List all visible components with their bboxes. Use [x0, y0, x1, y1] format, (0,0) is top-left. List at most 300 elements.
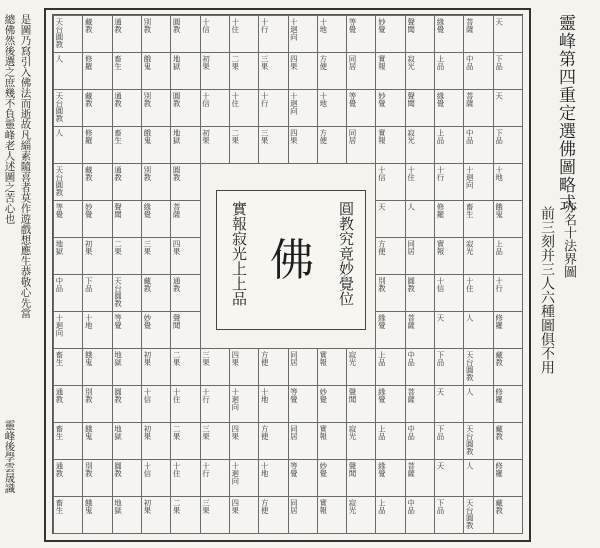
grid-cell [229, 385, 259, 423]
grid-cell-text: 上品 [435, 129, 445, 144]
grid-cell-text: 上品 [377, 499, 387, 514]
grid-cell-text: 十住 [172, 388, 182, 403]
grid-cell-text: 上品 [494, 240, 504, 255]
grid-cell-text: 通教 [54, 462, 64, 477]
grid-cell [112, 274, 142, 312]
grid-cell-text: 天台圓教 [54, 18, 64, 48]
grid-cell-text: 畜生 [113, 129, 123, 144]
grid-cell [82, 274, 112, 312]
grid-cell [288, 52, 318, 90]
grid-cell [375, 422, 405, 460]
grid-cell [288, 15, 318, 53]
grid-cell-text: 緣覺 [435, 18, 445, 33]
grid-cell-text: 天 [494, 92, 504, 100]
center-right-label: 圓教究竟妙覺位 [337, 201, 355, 306]
grid-cell-text: 畜生 [465, 203, 475, 218]
grid-cell-text: 圓教 [113, 388, 123, 403]
grid-cell-text: 中品 [465, 55, 475, 70]
grid-cell-text: 中品 [406, 425, 416, 440]
grid-cell [112, 422, 142, 460]
grid-cell-text: 天台圓教 [465, 351, 475, 381]
grid-cell-text: 天 [377, 203, 387, 211]
grid-cell-text: 十住 [172, 462, 182, 477]
grid-cell [463, 163, 493, 201]
grid-cell [82, 496, 112, 534]
left-signature: 靈峰後學雲晟識 [3, 420, 16, 494]
grid-cell [170, 52, 200, 90]
grid-cell-text: 同居 [406, 240, 416, 255]
grid-cell-text: 初果 [84, 240, 94, 255]
grid-cell [112, 89, 142, 127]
center-panel [216, 190, 366, 330]
grid-cell-text: 十地 [318, 18, 328, 33]
left-text-line-2: 總佛然後選之庶幾不負靈峰老人述圖之苦心也 [3, 14, 16, 224]
grid-cell [53, 311, 83, 349]
grid-cell [375, 15, 405, 53]
grid-cell-text: 十迴向 [230, 462, 240, 485]
grid-cell-text: 寂光 [406, 55, 416, 70]
grid-cell [170, 274, 200, 312]
grid-cell-text: 藏教 [84, 166, 94, 181]
grid-cell [375, 89, 405, 127]
grid-cell [346, 459, 376, 497]
grid-cell [405, 89, 435, 127]
grid-cell [141, 496, 171, 534]
grid-cell-text: 緣覺 [377, 314, 387, 329]
grid-cell-text: 菩薩 [406, 388, 416, 403]
grid-cell [53, 496, 83, 534]
grid-cell [82, 163, 112, 201]
grid-cell-text: 實報 [318, 499, 328, 514]
grid-cell-text: 圓教 [172, 166, 182, 181]
grid-cell [493, 15, 523, 53]
grid-cell [141, 274, 171, 312]
grid-cell-text: 三果 [260, 55, 270, 70]
grid-cell-text: 十迴向 [289, 18, 299, 41]
grid-cell-text: 寂光 [348, 499, 357, 514]
grid-cell [405, 15, 435, 53]
grid-cell [405, 52, 435, 90]
grid-cell [53, 126, 83, 164]
grid-cell-text: 妙覺 [84, 203, 94, 218]
grid-cell [405, 126, 435, 164]
grid-cell [434, 126, 464, 164]
left-text-line-1: 是圖乃寫引入佛法而逝故凡緇素隨喜者莫作遊戲想應生恭敬心先當 [19, 14, 32, 319]
grid-cell-text: 別教 [142, 18, 152, 33]
grid-cell-text: 方便 [260, 425, 270, 440]
grid-cell-text: 同居 [289, 499, 299, 514]
grid-cell [200, 385, 230, 423]
grid-cell [170, 496, 200, 534]
grid-cell [141, 200, 171, 238]
grid-cell-text: 通教 [113, 92, 123, 107]
grid-cell [258, 52, 288, 90]
grid-cell [200, 89, 230, 127]
grid-cell-text: 四果 [289, 55, 299, 70]
grid-cell [493, 163, 523, 201]
grid-cell-text: 妙覺 [377, 18, 387, 33]
grid-cell [200, 126, 230, 164]
grid-cell [200, 496, 230, 534]
grid-cell-text: 寂光 [406, 129, 416, 144]
grid-cell-text: 圓教 [406, 277, 416, 292]
grid-cell [405, 459, 435, 497]
grid-cell [346, 385, 376, 423]
grid-cell [493, 274, 523, 312]
grid-cell [434, 422, 464, 460]
grid-cell [170, 15, 200, 53]
center-buddha-glyph: 佛 [270, 235, 314, 286]
grid-cell-text: 方便 [318, 129, 328, 144]
grid-cell-text: 十迴向 [289, 92, 299, 115]
grid-cell [200, 348, 230, 386]
grid-cell [434, 15, 464, 53]
grid-cell-text: 初果 [142, 499, 152, 514]
grid-cell-text: 天台圓教 [465, 425, 475, 455]
grid-cell-text: 人 [54, 55, 64, 63]
grid-cell [434, 496, 464, 534]
grid-cell [493, 496, 523, 534]
grid-cell-text: 四果 [230, 351, 240, 366]
grid-cell [170, 200, 200, 238]
grid-cell [493, 459, 523, 497]
grid-cell-text: 中品 [406, 351, 416, 366]
grid-cell [288, 459, 318, 497]
grid-cell-text: 十迴向 [230, 388, 240, 411]
grid-cell-text: 圓教 [172, 92, 182, 107]
grid-cell [200, 15, 230, 53]
grid-cell-text: 聲聞 [348, 388, 357, 403]
grid-cell-text: 聲聞 [348, 462, 357, 477]
grid-cell [229, 348, 259, 386]
grid-cell-text: 寂光 [348, 351, 357, 366]
grid-cell [375, 274, 405, 312]
grid-cell-text: 畜生 [54, 425, 64, 440]
grid-cell [493, 89, 523, 127]
grid-cell-text: 十住 [230, 92, 240, 107]
grid-cell [375, 496, 405, 534]
grid-cell [82, 311, 112, 349]
grid-cell-text: 二果 [230, 55, 240, 70]
grid-cell [463, 348, 493, 386]
grid-cell-text: 方便 [260, 351, 270, 366]
grid-cell [434, 311, 464, 349]
grid-cell [463, 274, 493, 312]
grid-cell-text: 別教 [377, 277, 387, 292]
grid-cell-text: 菩薩 [465, 92, 475, 107]
grid-cell [288, 126, 318, 164]
grid-cell-text: 實報 [318, 425, 328, 440]
grid-cell-text: 上品 [377, 425, 387, 440]
grid-cell-text: 等覺 [348, 92, 357, 107]
grid-cell-text: 下品 [435, 351, 445, 366]
grid-cell [434, 348, 464, 386]
grid-cell-text: 十地 [318, 92, 328, 107]
grid-cell-text: 地獄 [113, 351, 123, 366]
grid-cell-text: 地獄 [172, 129, 182, 144]
grid-cell [346, 348, 376, 386]
grid-cell [258, 422, 288, 460]
grid-cell [53, 385, 83, 423]
document-title: 靈峰第四重定選佛圖略式 [555, 14, 575, 212]
grid-cell [53, 274, 83, 312]
grid-cell [258, 459, 288, 497]
grid-cell [346, 422, 376, 460]
grid-cell-text: 圓教 [172, 18, 182, 33]
grid-cell [112, 15, 142, 53]
grid-cell-text: 藏教 [494, 425, 504, 440]
grid-cell [463, 89, 493, 127]
grid-cell-text: 十住 [465, 277, 475, 292]
grid-cell [141, 52, 171, 90]
grid-cell-text: 十行 [494, 277, 504, 292]
grid-cell [141, 163, 171, 201]
grid-cell [405, 274, 435, 312]
grid-cell-text: 聲聞 [406, 18, 416, 33]
grid-cell [463, 496, 493, 534]
grid-cell [317, 126, 347, 164]
grid-cell [463, 311, 493, 349]
grid-cell [434, 163, 464, 201]
grid-cell [405, 422, 435, 460]
grid-cell-text: 畜生 [54, 351, 64, 366]
grid-cell [53, 200, 83, 238]
grid-cell-text: 中品 [406, 499, 416, 514]
grid-cell [493, 422, 523, 460]
grid-cell-text: 菩薩 [465, 18, 475, 33]
grid-cell-text: 實報 [377, 129, 387, 144]
grid-cell-text: 餓鬼 [494, 203, 504, 218]
grid-cell-text: 初果 [201, 129, 211, 144]
grid-cell [112, 163, 142, 201]
grid-cell-text: 地獄 [172, 55, 182, 70]
grid-cell-text: 別教 [84, 388, 94, 403]
grid-cell-text: 十行 [201, 462, 211, 477]
grid-cell [53, 237, 83, 275]
grid-cell [493, 237, 523, 275]
grid-cell [375, 52, 405, 90]
grid-cell [82, 15, 112, 53]
grid-cell-text: 實報 [318, 351, 328, 366]
grid-cell-text: 下品 [84, 277, 94, 292]
grid-cell-text: 藏教 [84, 18, 94, 33]
grid-cell [112, 385, 142, 423]
grid-cell [317, 89, 347, 127]
center-left-label: 實報寂光上上品 [230, 201, 248, 306]
grid-cell-text: 餓鬼 [84, 351, 94, 366]
grid-cell-text: 通教 [172, 277, 182, 292]
grid-cell [229, 89, 259, 127]
grid-cell-text: 初果 [142, 351, 152, 366]
grid-cell [53, 163, 83, 201]
grid-cell [288, 348, 318, 386]
grid-cell [317, 422, 347, 460]
grid-cell [288, 422, 318, 460]
grid-cell-text: 修羅 [494, 314, 504, 329]
grid-cell [493, 200, 523, 238]
grid-cell [53, 348, 83, 386]
grid-cell [258, 15, 288, 53]
grid-cell-text: 餓鬼 [142, 129, 152, 144]
grid-cell-text: 人 [465, 314, 475, 322]
grid-cell [141, 348, 171, 386]
grid-cell-text: 通教 [113, 166, 123, 181]
grid-cell [434, 200, 464, 238]
grid-cell [112, 52, 142, 90]
grid-cell [112, 348, 142, 386]
grid-cell [170, 422, 200, 460]
grid-cell [258, 496, 288, 534]
grid-cell [493, 126, 523, 164]
grid-cell-text: 緣覺 [435, 92, 445, 107]
grid-cell-text: 四果 [230, 499, 240, 514]
grid-cell-text: 同居 [289, 425, 299, 440]
grid-cell-text: 三果 [201, 351, 211, 366]
grid-cell-text: 妙覺 [142, 314, 152, 329]
grid-cell [493, 348, 523, 386]
grid-cell-text: 三果 [260, 129, 270, 144]
grid-cell [493, 52, 523, 90]
grid-cell [82, 200, 112, 238]
grid-cell [434, 52, 464, 90]
grid-cell [112, 496, 142, 534]
grid-cell-text: 十信 [201, 18, 211, 33]
grid-cell-text: 下品 [494, 129, 504, 144]
grid-cell [141, 15, 171, 53]
grid-cell-text: 二果 [172, 351, 182, 366]
grid-cell-text: 藏教 [494, 351, 504, 366]
grid-cell-text: 十行 [201, 388, 211, 403]
grid-cell [317, 496, 347, 534]
grid-cell-text: 三果 [201, 425, 211, 440]
grid-cell-text: 畜生 [113, 55, 123, 70]
grid-cell [82, 126, 112, 164]
grid-cell [258, 89, 288, 127]
document-note: 前三刻并三人六種圖俱不用 [539, 206, 555, 374]
grid-cell-text: 餓鬼 [84, 425, 94, 440]
grid-cell [258, 126, 288, 164]
grid-cell [112, 459, 142, 497]
grid-cell-text: 人 [465, 462, 475, 470]
grid-cell-text: 方便 [377, 240, 387, 255]
grid-cell [463, 200, 493, 238]
grid-cell-text: 寂光 [348, 425, 357, 440]
grid-cell [405, 163, 435, 201]
grid-cell [463, 126, 493, 164]
grid-cell-text: 下品 [435, 499, 445, 514]
grid-cell-text: 菩薩 [172, 203, 182, 218]
grid-cell-text: 十迴向 [465, 166, 475, 189]
grid-cell [463, 52, 493, 90]
grid-cell-text: 四果 [289, 129, 299, 144]
grid-cell-text: 菩薩 [406, 314, 416, 329]
grid-cell [229, 496, 259, 534]
grid-cell [317, 459, 347, 497]
grid-cell [170, 459, 200, 497]
grid-cell-text: 等覺 [113, 314, 123, 329]
grid-cell [82, 52, 112, 90]
grid-cell [288, 89, 318, 127]
grid-cell-text: 人 [406, 203, 416, 211]
grid-cell [434, 385, 464, 423]
grid-cell-text: 天 [494, 18, 504, 26]
grid-cell-text: 別教 [142, 166, 152, 181]
grid-cell-text: 天台圓教 [54, 92, 64, 122]
grid-cell-text: 寂光 [465, 240, 475, 255]
grid-cell-text: 聲聞 [172, 314, 182, 329]
grid-cell-text: 十地 [260, 462, 270, 477]
grid-cell-text: 十行 [435, 166, 445, 181]
grid-cell-text: 修羅 [494, 462, 504, 477]
grid-cell [405, 496, 435, 534]
grid-cell [112, 311, 142, 349]
grid-cell-text: 上品 [377, 351, 387, 366]
grid-cell [170, 237, 200, 275]
grid-cell [82, 385, 112, 423]
grid-cell-text: 十迴向 [54, 314, 64, 337]
grid-cell [288, 385, 318, 423]
grid-cell [463, 15, 493, 53]
grid-cell-text: 方便 [260, 499, 270, 514]
grid-cell [170, 89, 200, 127]
grid-cell-text: 通教 [54, 388, 64, 403]
grid-cell-text: 修羅 [84, 55, 94, 70]
grid-cell-text: 等覺 [289, 462, 299, 477]
grid-cell-text: 圓教 [113, 462, 123, 477]
grid-cell [82, 237, 112, 275]
grid-cell-text: 初果 [142, 425, 152, 440]
grid-cell-text: 地獄 [54, 240, 64, 255]
grid-cell-text: 二果 [172, 499, 182, 514]
grid-cell [463, 422, 493, 460]
grid-cell [229, 126, 259, 164]
grid-cell-text: 餓鬼 [84, 499, 94, 514]
grid-cell-text: 四果 [172, 240, 182, 255]
grid-cell-text: 二果 [113, 240, 123, 255]
grid-cell [463, 237, 493, 275]
grid-cell [200, 52, 230, 90]
grid-cell-text: 中品 [54, 277, 64, 292]
grid-cell [493, 311, 523, 349]
grid-cell-text: 四果 [230, 425, 240, 440]
grid-cell [82, 89, 112, 127]
grid-cell [317, 15, 347, 53]
grid-cell-text: 十行 [260, 92, 270, 107]
grid-cell [346, 15, 376, 53]
grid-cell [375, 163, 405, 201]
grid-cell-text: 天台圓教 [465, 499, 475, 529]
grid-cell-text: 妙覺 [318, 462, 328, 477]
grid-cell-text: 天 [435, 388, 445, 396]
grid-cell-text: 天台圓教 [54, 166, 64, 196]
grid-cell-text: 同居 [289, 351, 299, 366]
grid-cell [405, 237, 435, 275]
grid-cell-text: 別教 [84, 462, 94, 477]
grid-cell [82, 422, 112, 460]
grid-cell-text: 三果 [142, 240, 152, 255]
grid-cell [375, 126, 405, 164]
grid-cell-text: 修羅 [435, 203, 445, 218]
grid-cell [141, 311, 171, 349]
grid-cell-text: 通教 [113, 18, 123, 33]
grid-cell [317, 385, 347, 423]
grid-cell-text: 別教 [142, 92, 152, 107]
grid-cell [112, 237, 142, 275]
grid-cell-text: 十信 [435, 277, 445, 292]
grid-cell-text: 等覺 [348, 18, 357, 33]
grid-cell [317, 348, 347, 386]
grid-cell [317, 52, 347, 90]
